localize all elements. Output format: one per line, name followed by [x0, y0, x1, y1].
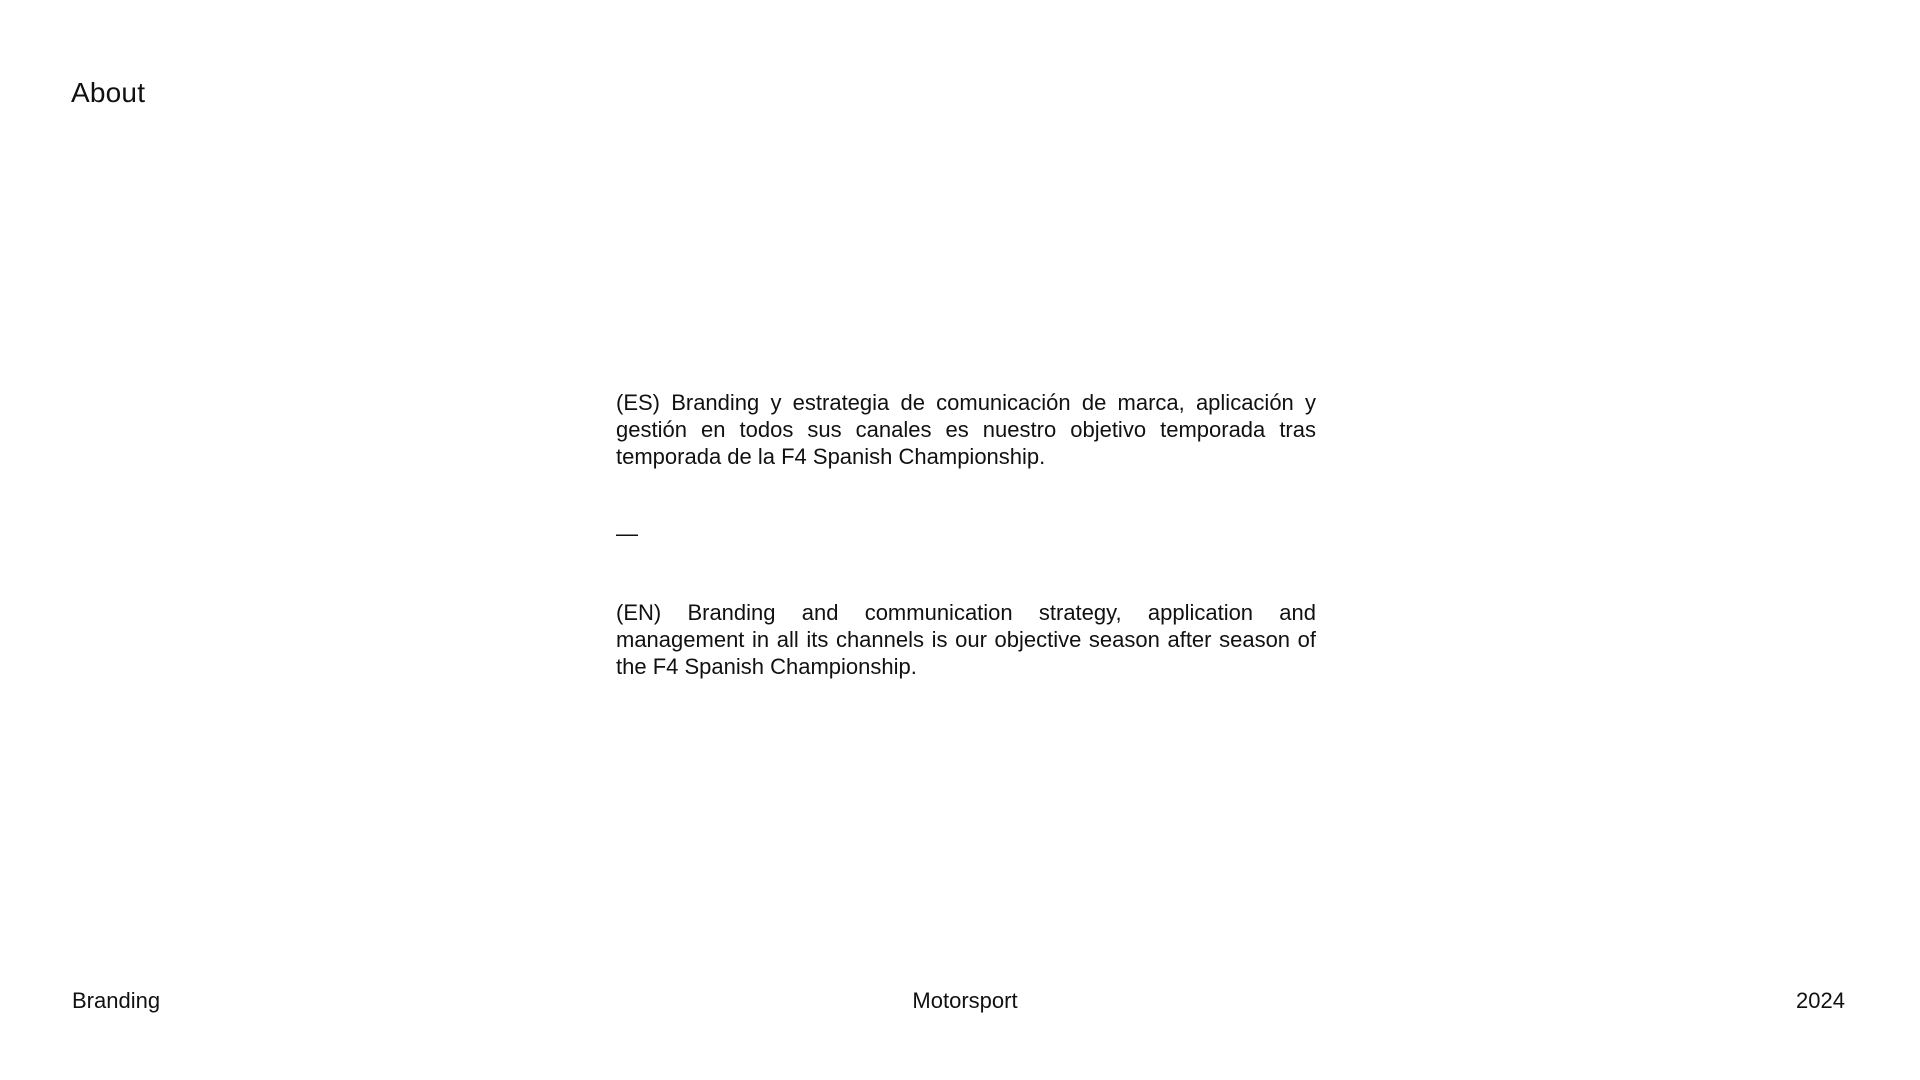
- section-divider: —: [616, 521, 638, 546]
- about-paragraph-es: (ES) Branding y estrategia de comunicación de marca, aplicación y gestión en todos sus canales es nuestro objetivo temporada tras temporada de la F4 Spanish Championship.: [616, 390, 1316, 469]
- about-content: [616, 389, 1316, 680]
- about-paragraph-en: (EN) Branding and communication strategy, application and management in all its channels is our objective season after season of the F4 Spanish Championship.: [616, 600, 1316, 679]
- page-title: About: [71, 77, 146, 108]
- footer-category: Branding: [72, 988, 161, 1013]
- footer-sector: Motorsport: [912, 988, 1018, 1013]
- footer-year: 2024: [1796, 988, 1845, 1013]
